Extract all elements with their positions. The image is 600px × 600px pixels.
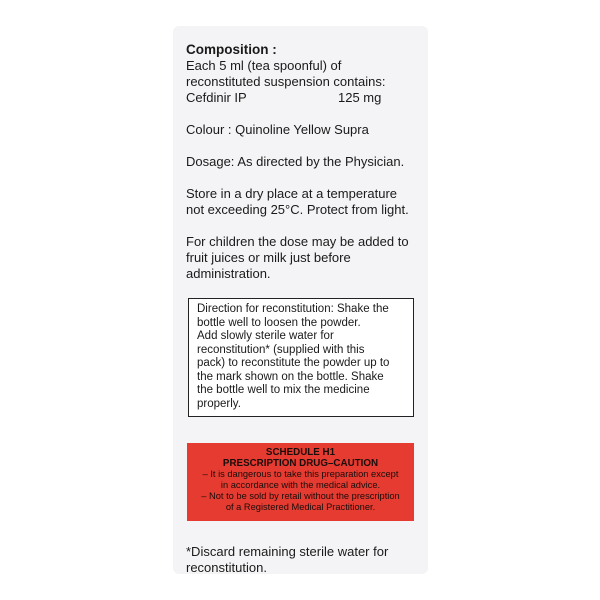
storage-line: Store in a dry place at a temperature (186, 186, 398, 201)
caution-title: SCHEDULE H1 (265, 447, 336, 458)
caution-box (187, 443, 414, 521)
footnote-line: reconstitution. (186, 560, 267, 575)
children-line: fruit juices or milk just before (186, 250, 351, 265)
reconstitution-line: the bottle well to mix the medicine (197, 384, 370, 396)
reconstitution-line: Add slowly sterile water for (197, 330, 334, 342)
dosage-text: Dosage: As directed by the Physician. (186, 154, 405, 169)
ingredient-amount: 125 mg (338, 90, 382, 105)
reconstitution-line: pack) to reconstitute the powder up to (197, 357, 390, 369)
reconstitution-line: reconstitution* (supplied with this (197, 343, 365, 356)
composition-heading: Composition : (186, 42, 277, 57)
children-line: administration. (186, 266, 271, 281)
reconstitution-box (188, 298, 414, 417)
children-line: For children the dose may be added to (186, 234, 409, 249)
reconstitution-line: bottle well to loosen the powder. (197, 316, 361, 329)
caution-line: – Not to be sold by retail without the prescription (201, 491, 400, 501)
colour-text: Colour : Quinoline Yellow Supra (186, 122, 369, 137)
ingredient-name: Cefdinir IP (186, 90, 247, 105)
medicine-label (173, 26, 428, 574)
footnote (186, 544, 414, 576)
ingredient-row (186, 90, 414, 106)
caution-line: in accordance with the medical advice. (220, 480, 381, 490)
reconstitution-line: the mark shown on the bottle. Shake (197, 370, 384, 383)
composition-line: reconstituted suspension contains: (186, 74, 386, 89)
caution-line: of a Registered Medical Practitioner. (225, 502, 376, 512)
storage-line: not exceeding 25°C. Protect from light. (186, 202, 409, 217)
caution-line: – It is dangerous to take this preparation except (202, 469, 399, 479)
composition-line: Each 5 ml (tea spoonful) of (186, 58, 342, 73)
footnote-line: *Discard remaining sterile water for (186, 544, 389, 559)
reconstitution-line: Direction for reconstitution: Shake the (197, 303, 389, 315)
caution-subtitle: PRESCRIPTION DRUG–CAUTION (222, 458, 379, 469)
reconstitution-line: properly. (197, 397, 241, 410)
